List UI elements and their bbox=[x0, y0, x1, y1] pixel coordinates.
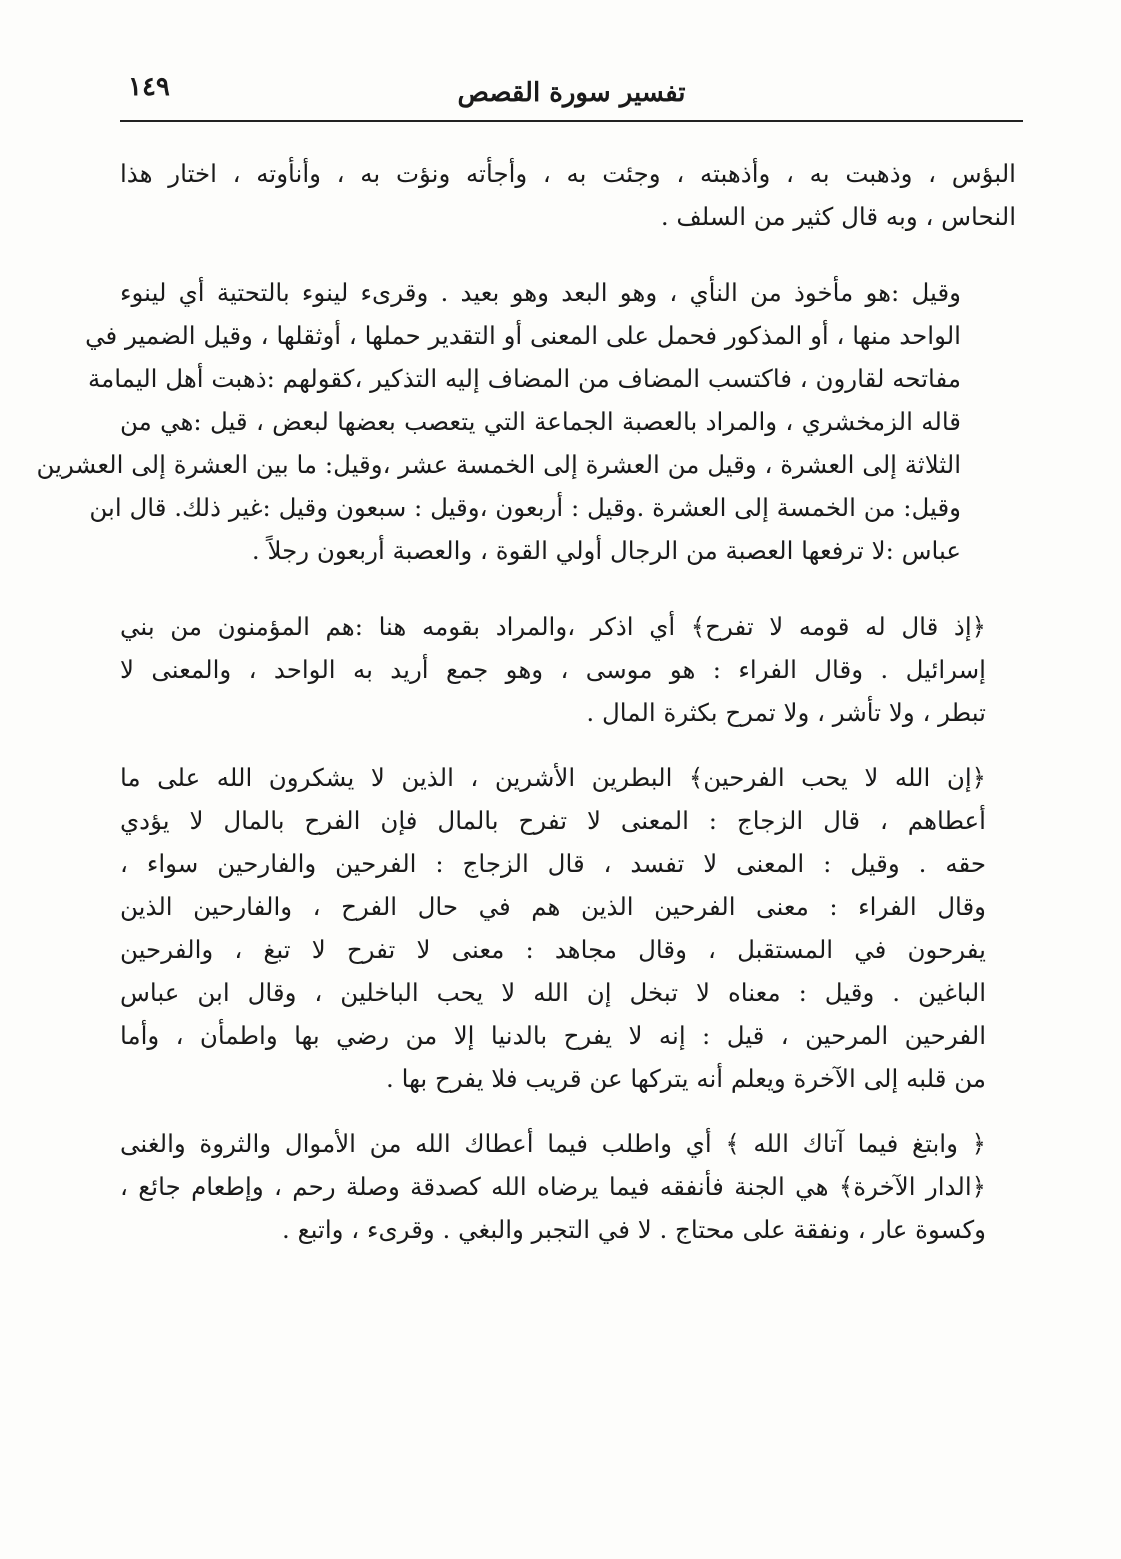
text-line: قاله الزمخشري ، والمراد بالعصبة الجماعة التي يتعصب بعضها لبعض ، قيل :هي من bbox=[120, 407, 961, 436]
text-line: حقه . وقيل : المعنى لا تفسد ، قال الزجاج : الفرحين والفارحين سواء ، bbox=[120, 849, 986, 878]
text-line: النحاس ، وبه قال كثير من السلف . bbox=[660, 202, 1016, 231]
text-line: ﴿ وابتغ فيما آتاك الله ﴾ أي واطلب فيما أعطاك الله من الأموال والثروة والغنى bbox=[120, 1129, 986, 1158]
text-line: مفاتحه لقارون ، فاكتسب المضاف من المضاف إليه التذكير ،كقولهم :ذهبت أهل اليمامة bbox=[87, 364, 961, 393]
body-text bbox=[36, 152, 1016, 1251]
text-line: وقيل: من الخمسة إلى العشرة .وقيل : أربعون ،وقيل : سبعون وقيل :غير ذلك. قال ابن bbox=[89, 493, 961, 522]
text-line: الواحد منها ، أو المذكور فحمل على المعنى أو التقدير حملها ، أوثقلها ، وقيل الضمير في bbox=[85, 321, 961, 350]
text-line: ﴿الدار الآخرة﴾ هي الجنة فأنفقه فيما يرضاه الله كصدقة وصلة رحم ، وإطعام جائع ، bbox=[120, 1172, 986, 1201]
text-line: من قلبه إلى الآخرة ويعلم أنه يتركها عن قريب فلا يفرح بها . bbox=[386, 1064, 986, 1093]
paragraph bbox=[120, 152, 1016, 238]
text-line: إسرائيل . وقال الفراء : هو موسى ، وهو جمع أريد به الواحد ، والمعنى لا bbox=[120, 655, 986, 684]
paragraph bbox=[120, 605, 1016, 734]
text-line: الفرحين المرحين ، قيل : إنه لا يفرح بالدنيا إلا من رضي بها واطمأن ، وأما bbox=[120, 1021, 986, 1050]
text-line: البؤس ، وذهبت به ، وأذهبته ، وجئت به ، وأجأته ونؤت به ، وأنأوته ، اختار هذا bbox=[120, 159, 1016, 188]
page-header bbox=[120, 70, 1023, 122]
paragraph bbox=[36, 271, 1016, 572]
text-line: أعطاهم ، قال الزجاج : المعنى لا تفرح بالمال فإن الفرح بالمال لا يؤدي bbox=[120, 806, 986, 835]
paragraph bbox=[120, 1122, 1016, 1251]
text-line: وقيل :هو مأخوذ من النأي ، وهو البعد وهو بعيد . وقرىء لينوء بالتحتية أي لينوء bbox=[120, 278, 961, 307]
text-line: الثلاثة إلى العشرة ، وقيل من العشرة إلى الخمسة عشر ،وقيل: ما بين العشرة إلى العشرين bbox=[36, 450, 961, 479]
text-line: تبطر ، ولا تأشر ، ولا تمرح بكثرة المال . bbox=[586, 698, 986, 727]
text-line: ﴿إذ قال له قومه لا تفرح﴾ أي اذكر ،والمراد بقومه هنا :هم المؤمنون من بني bbox=[120, 612, 986, 641]
text-line: الباغين . وقيل : معناه لا تبخل إن الله لا يحب الباخلين ، وقال ابن عباس bbox=[120, 978, 986, 1007]
text-line: يفرحون في المستقبل ، وقال مجاهد : معنى لا تفرح لا تبغ ، والفرحين bbox=[120, 935, 986, 964]
text-line: وقال الفراء : معنى الفرحين الذين هم في حال الفرح ، والفارحين الذين bbox=[120, 892, 986, 921]
text-line: ﴿إن الله لا يحب الفرحين﴾ البطرين الأشرين ، الذين لا يشكرون الله على ما bbox=[120, 763, 986, 792]
text-line: وكسوة عار ، ونفقة على محتاج . لا في التجبر والبغي . وقرىء ، واتبع . bbox=[282, 1215, 986, 1244]
page-number: ١٤٩ bbox=[128, 72, 170, 102]
running-title: تفسير سورة القصص bbox=[457, 78, 686, 108]
text-line: عباس :لا ترفعها العصبة من الرجال أولي القوة ، والعصبة أربعون رجلاً . bbox=[251, 536, 961, 565]
paragraph bbox=[120, 756, 1016, 1100]
